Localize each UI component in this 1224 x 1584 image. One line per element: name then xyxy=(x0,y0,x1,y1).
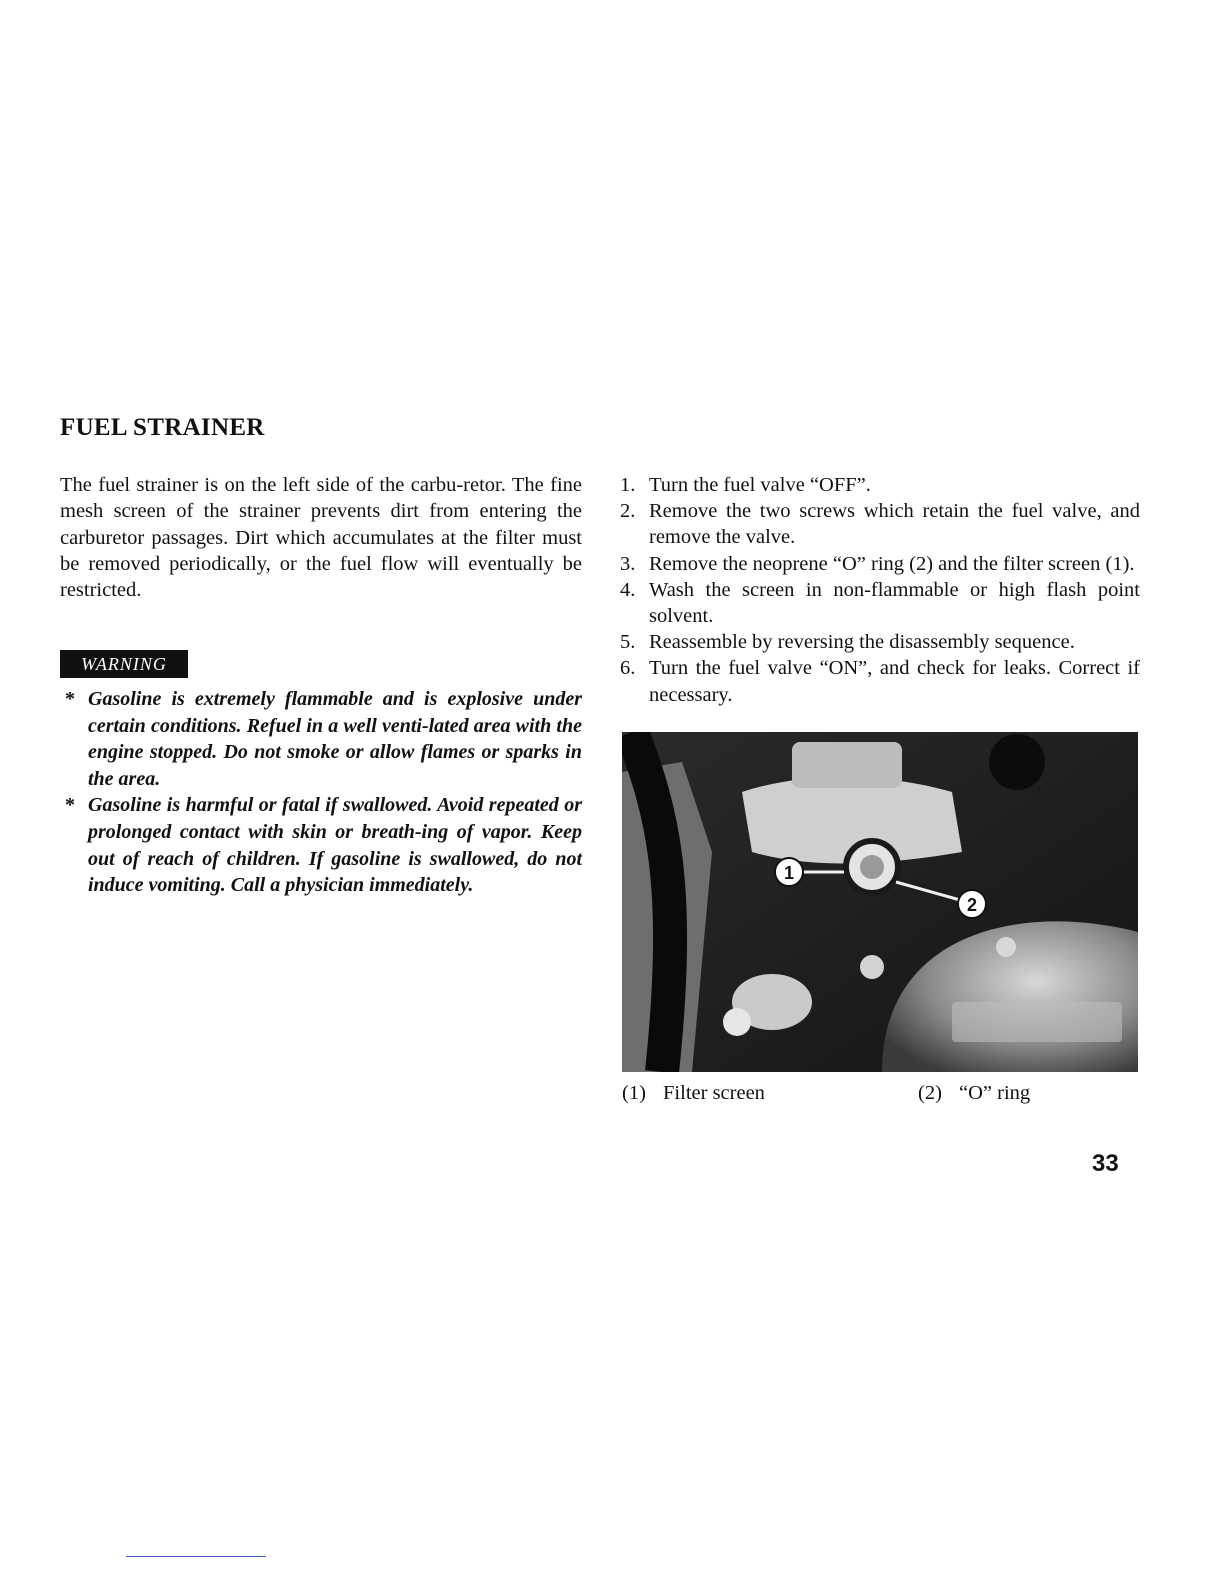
procedure-steps xyxy=(620,472,1140,708)
warning-label: WARNING xyxy=(60,650,188,678)
step-number: 3. xyxy=(620,552,636,575)
warning-list xyxy=(60,686,582,899)
callout-2-label: 2 xyxy=(966,895,978,915)
step-text: Reassemble by reversing the disassembly sequence. xyxy=(649,631,1075,654)
step-number: 1. xyxy=(620,474,636,496)
step-text: Remove the neoprene “O” ring (2) and the filter screen (1). xyxy=(649,552,1135,575)
step-text: Turn the fuel valve “ON”, and check for leaks. Correct if necessary. xyxy=(649,657,1140,706)
caption-text: Filter screen xyxy=(663,1082,765,1104)
filter-screen-shape xyxy=(860,855,884,879)
section-heading: FUEL STRAINER xyxy=(60,414,265,441)
intro-paragraph: The fuel strainer is on the left side of the carbu-retor. The fine mesh screen of the strainer prevents dirt from entering the carburetor passages. Dirt which accumulates at the filter must be removed periodically, or the fuel flow will eventually be restricted. xyxy=(60,474,582,602)
caption-text: “O” ring xyxy=(959,1082,1031,1104)
warning-text: Gasoline is harmful or fatal if swallowed. Avoid repeated or prolonged contact with skin or breath-ing of vapor. Keep out of reach of children. If gasoline is swallowed, do not induce vomiting. Call a physician immediately. xyxy=(88,794,582,897)
warning-text: Gasoline is extremely flammable and is explosive under certain conditions. Refuel in a well venti-lated area with the engine stopped. Do not smoke or allow flames or sparks in the area. xyxy=(88,688,582,790)
bullet-icon: * xyxy=(65,688,75,710)
bullet-icon: * xyxy=(65,794,75,817)
step-number: 2. xyxy=(620,500,636,523)
warning-item xyxy=(60,686,582,792)
footer-rule xyxy=(126,1556,266,1557)
caption-filter-screen xyxy=(622,1082,765,1105)
screw-head xyxy=(996,937,1016,957)
callout-1-label: 1 xyxy=(783,863,795,883)
step-number: 4. xyxy=(620,578,636,601)
caption-number: (1) xyxy=(622,1082,646,1104)
fuel-strainer-photo xyxy=(622,732,1138,1072)
step-item xyxy=(620,551,1140,577)
step-number: 6. xyxy=(620,657,636,680)
cover-plate xyxy=(952,1002,1122,1042)
warning-item xyxy=(60,792,582,898)
step-item xyxy=(620,629,1140,655)
screw-head xyxy=(860,955,884,979)
step-item xyxy=(620,472,1140,498)
step-text: Wash the screen in non-flammable or high flash point solvent. xyxy=(649,578,1140,628)
step-number: 5. xyxy=(620,631,636,654)
caption-number: (2) xyxy=(918,1082,942,1104)
dark-knob xyxy=(989,734,1045,790)
carburetor-top xyxy=(792,742,902,788)
bolt-head xyxy=(723,1008,751,1036)
caption-o-ring xyxy=(918,1082,1030,1105)
step-item xyxy=(620,577,1140,629)
step-text: Turn the fuel valve “OFF”. xyxy=(649,474,871,496)
page-number: 33 xyxy=(1092,1150,1119,1177)
step-item xyxy=(620,655,1140,707)
step-item xyxy=(620,498,1140,550)
step-text: Remove the two screws which retain the fuel valve, and remove the valve. xyxy=(649,500,1140,549)
